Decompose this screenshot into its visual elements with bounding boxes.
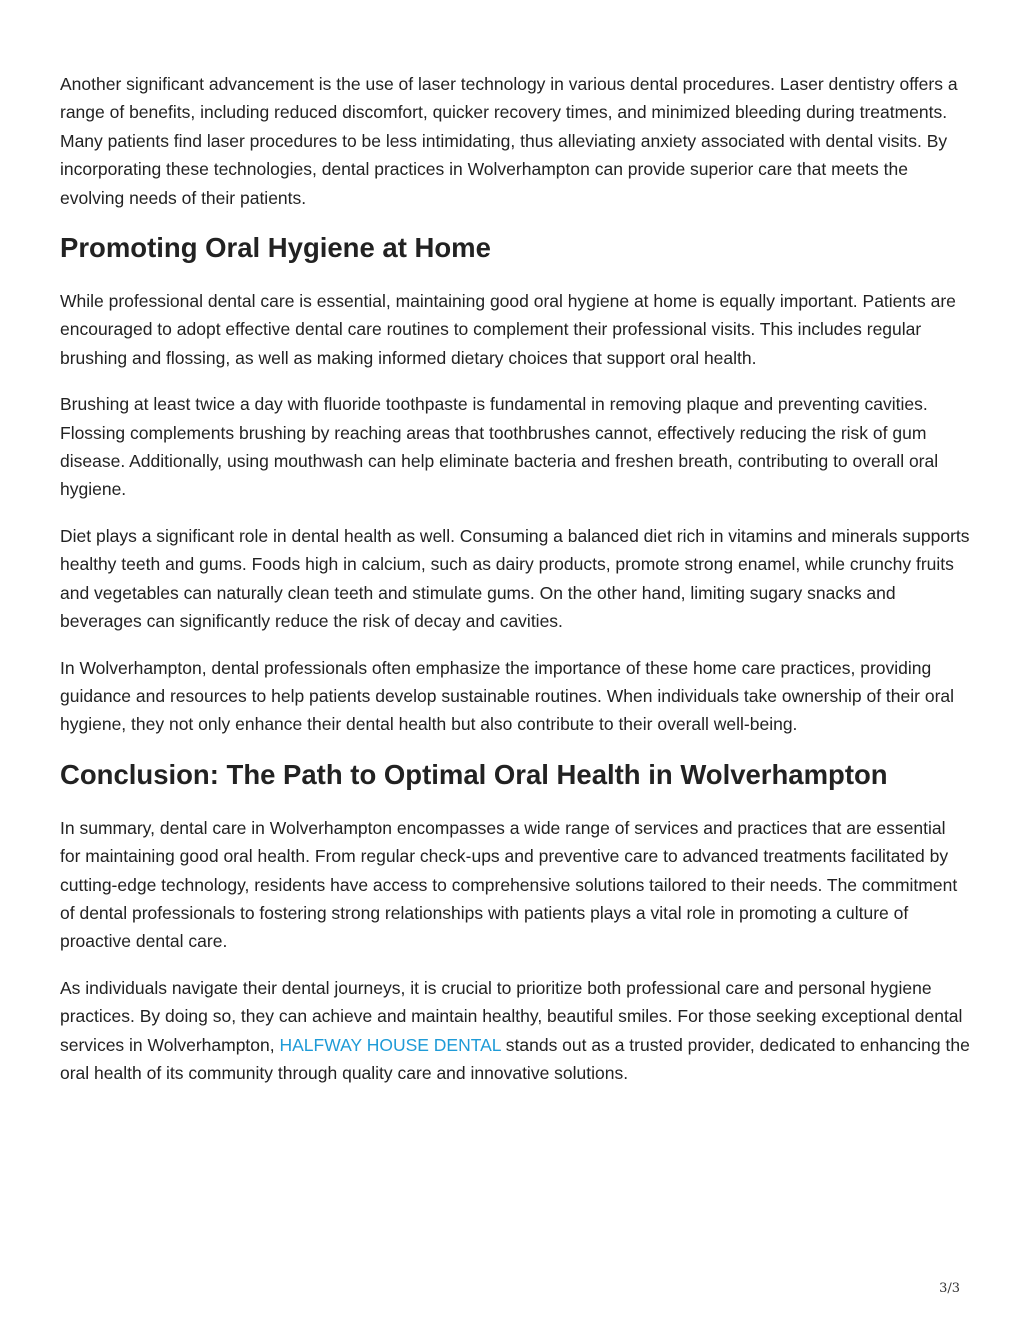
intro-paragraph: Another significant advancement is the use of laser technology in various dental procedures. Laser dentistry offers a range of benefits, including reduced discomfort, quicker recovery times, and minimized bleeding during treatments. Many patients find laser procedures to be less intimidating, thus alleviating anxiety associated with dental visits. By incorporating these technologies, dental practices in Wolverhampton can provide superior care that meets the evolving needs of their patients. bbox=[60, 74, 958, 208]
page-number: 3/3 bbox=[939, 1281, 960, 1296]
home-hygiene-paragraph-2: Brushing at least twice a day with fluoride toothpaste is fundamental in removing plaque and preventing cavities. Flossing complements brushing by reaching areas that toothbrushes cannot, effectively reducing the risk of gum disease. Additionally, using mouthwash can help eliminate bacteria and freshen breath, contributing to overall oral hygiene. bbox=[60, 394, 939, 500]
conclusion-paragraph-2 bbox=[60, 974, 970, 1088]
home-hygiene-paragraph-1: While professional dental care is essential, maintaining good oral hygiene at home is equally important. Patients are encouraged to adopt effective dental care routines to complement their professional visits. This includes regular brushing and flossing, as well as making informed dietary choices that support oral health. bbox=[60, 291, 956, 368]
halfway-house-dental-link[interactable]: HALFWAY HOUSE DENTAL bbox=[279, 1034, 501, 1055]
conclusion-text-after-link: stands out as a trusted provider, dedicated to enhancing the oral health of its community through quality care and innovative solutions. bbox=[60, 1034, 970, 1083]
article-body bbox=[60, 70, 970, 1105]
section-heading-home-hygiene: Promoting Oral Hygiene at Home bbox=[60, 232, 491, 264]
home-hygiene-paragraph-3: Diet plays a significant role in dental health as well. Consuming a balanced diet rich in vitamins and minerals supports healthy teeth and gums. Foods high in calcium, such as dairy products, promote strong enamel, while crunchy fruits and vegetables can naturally clean teeth and stimulate gums. On the other hand, limiting sugary snacks and beverages can significantly reduce the risk of decay and cavities. bbox=[60, 525, 970, 632]
section-heading-conclusion: Conclusion: The Path to Optimal Oral Health in Wolverhampton bbox=[60, 758, 888, 790]
conclusion-text-before-link: As individuals navigate their dental journeys, it is crucial to prioritize both professional care and personal hygiene practices. By doing so, they can achieve and maintain healthy, beautiful smiles. For those seeking exceptional dental services in Wolverhampton, bbox=[60, 977, 963, 1055]
conclusion-paragraph-1: In summary, dental care in Wolverhampton encompasses a wide range of services and practices that are essential for maintaining good oral health. From regular check-ups and preventive care to advanced treatments facilitated by cutting-edge technology, residents have access to comprehensive solutions tailored to their needs. The commitment of dental professionals to fostering strong relationships with patients plays a vital role in promoting a culture of proactive dental care. bbox=[60, 817, 958, 952]
home-hygiene-paragraph-4: In Wolverhampton, dental professionals often emphasize the importance of these home care practices, providing guidance and resources to help patients develop sustainable routines. When individuals take ownership of their oral hygiene, they not only enhance their dental health but also contribute to their overall well-being. bbox=[60, 657, 955, 735]
